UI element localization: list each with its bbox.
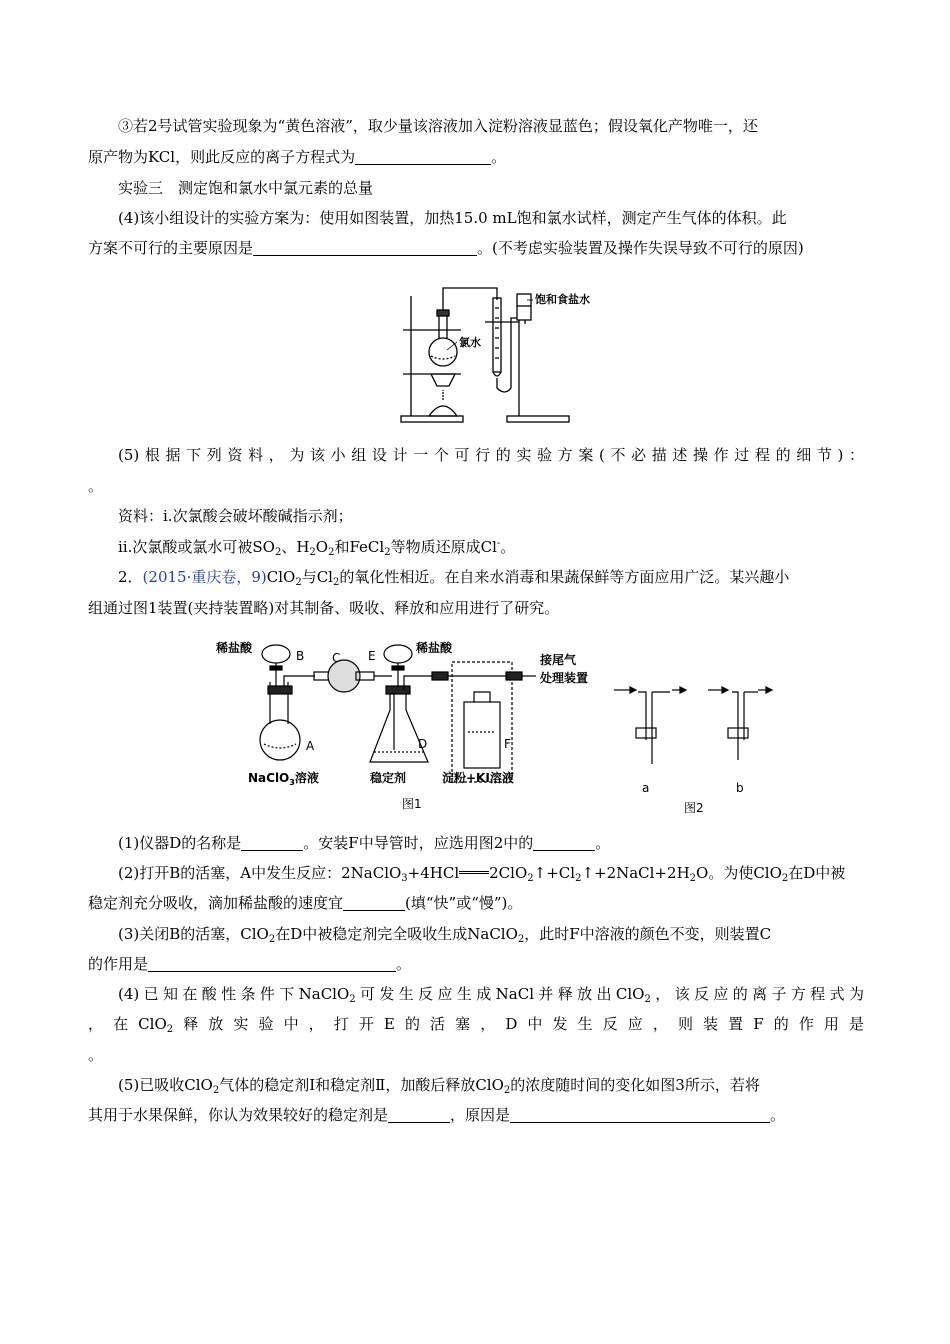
p2-text: 的氧化性相近。在自来水消毒和果蔬保鲜等方面应用广泛。某兴趣小 [339,568,790,586]
s2-text: (2)打开B的活塞，A中发生反应：2NaClO [118,864,402,882]
answer-blank[interactable] [343,894,405,911]
s4-text: (4)已知在酸性条件下NaClO [118,985,350,1003]
ref-text: 。 [500,538,516,556]
label-b: b [736,781,744,795]
s2-text: ↑+Cl [533,864,576,882]
s5-text: 气体的稳定剂Ⅰ和稳定剂Ⅱ，加酸后释放ClO [219,1076,504,1094]
q4-text: (4)该小组设计的实验方案为：使用如图装置，加热15.0 mL饱和氯水试样，测定产生气体的体积。此 [118,209,787,227]
label-A: A [306,739,315,753]
q4-text-3: 。(不考虑实验装置及操作失误导致不可行的原因) [477,239,804,257]
s3-line1 [118,923,894,945]
subscript: 2 [349,994,356,1005]
ref-text-1: 资料：ⅰ.次氯酸会破坏酸碱指示剂； [118,507,353,525]
subscript: 2 [309,547,316,558]
s3-text: 的作用是 [88,955,149,973]
answer-blank[interactable] [355,148,491,165]
s5-text: (5)已吸收ClO [118,1076,213,1094]
label-fig2: 图2 [684,801,704,815]
answer-blank[interactable] [510,1106,770,1123]
s2-text: ↑+2NaCl+2H [581,864,690,882]
subscript: 2 [166,1024,174,1035]
ref-2 [118,536,894,558]
s2-line1 [118,862,894,884]
s2-text: 稳定剂充分吸收，滴加稀盐酸的速度宜 [88,894,344,912]
punct: 。 [88,1046,104,1064]
answer-blank[interactable] [241,834,303,851]
s3-text: 在D中被稳定剂完全吸收生成NaClO [275,925,518,943]
subscript: 2 [527,873,534,884]
s4-line3 [88,1044,864,1066]
label-dilute-hcl-right: 稀盐酸 [416,641,453,655]
s4-text: 可发生反应生成NaCl并释放出ClO [355,985,645,1003]
p2-line2 [88,597,864,619]
subscript: 2 [295,577,302,588]
q4-line2 [88,237,864,259]
label-starch-ki: 淀粉+KI溶液 [442,771,514,785]
q5-line2 [88,475,864,497]
s2-text: 在D中被 [788,864,846,882]
label-D: D [418,737,428,751]
answer-blank[interactable] [253,239,477,256]
subscript: 2 [332,577,340,588]
ref-text: O [315,538,329,556]
p2-text: 组通过图1装置(夹持装置略)对其制备、吸收、释放和应用进行了研究。 [88,599,560,617]
subscript: 2 [644,994,651,1005]
exp3-title-text: 实验三 测定饱和氯水中氯元素的总量 [118,179,374,197]
answer-blank[interactable] [388,1106,450,1123]
superscript: - [496,538,501,549]
s2-line2 [88,892,864,914]
punct: 。 [770,1106,786,1124]
q4-line1 [118,207,894,229]
s5-text: 的浓度随时间的变化如图3所示，若将 [510,1076,760,1094]
ref-text: 、H [281,538,310,556]
label-F: F [504,737,511,751]
q4-text-2: 方案不可行的主要原因是 [88,239,254,257]
s2-text: +4HCl [407,864,460,882]
label-fig1: 图1 [402,797,422,811]
chlorine-water-apparatus-figure [395,278,625,430]
s5-text: ，原因是 [450,1106,511,1124]
label-tail-gas-2: 处理装置 [540,671,589,685]
s2-text: (填“快”或“慢”)。 [405,894,523,912]
s5-line1 [118,1074,894,1096]
subscript: 2 [328,547,335,558]
s5-text: 其用于水果保鲜，你认为效果较好的稳定剂是 [88,1106,389,1124]
subscript: 2 [212,1085,220,1096]
ref-text: 等物质还原成Cl [390,538,497,556]
q5-line1 [118,444,864,466]
s1-line [118,832,894,854]
clo2-apparatus-figure [210,632,780,824]
equals-sign [459,871,489,874]
q3-text-2: 原产物为KCl，则此反应的离子方程式为 [88,148,356,166]
label-naclo3: NaClO$_3$溶液 [248,771,319,787]
ref-1 [118,505,894,527]
s2-text: 2ClO [489,864,528,882]
subscript: 3 [401,873,408,884]
subscript: 2 [781,873,789,884]
answer-blank[interactable] [148,955,396,972]
label-C: C [332,651,341,665]
p2-line1 [118,566,894,588]
subscript: 2 [384,547,391,558]
problem-number: 2． [118,568,143,586]
answer-blank[interactable] [533,834,595,851]
punct: 。 [491,148,507,166]
label-E: E [368,649,376,663]
subscript: 2 [503,1085,511,1096]
punct: 。 [396,955,412,973]
punct: 。 [595,834,611,852]
label-chlorine-water: 氯水 [459,336,481,349]
subscript: 2 [517,934,525,945]
s3-text: ，此时F中溶液的颜色不变，则装置C [524,925,772,943]
label-tail-gas-1: 接尾气 [540,653,577,667]
s4-text: 释放实验中，打开E的活塞，D中发生反应，则装置F的作用是 [173,1015,864,1033]
q3-line2 [88,146,864,168]
p2-text: ClO [266,568,296,586]
p2-text: 与Cl [301,568,333,586]
subscript: 2 [689,873,697,884]
subscript: 2 [575,873,582,884]
label-stabilizer: 稳定剂 [370,771,407,785]
subscript: 2 [268,934,276,945]
q3-line1 [118,115,894,137]
label-dilute-hcl-left: 稀盐酸 [216,641,253,655]
label-a: a [642,781,650,795]
s4-text: ，该反应的离子方程式为 [650,985,864,1003]
s3-text: (3)关闭B的活塞，ClO [118,925,269,943]
s4-line2 [88,1013,864,1035]
ref-text: ⅱ.次氯酸或氯水可被SO [118,538,275,556]
punct: 。 [88,477,104,495]
s1-text: 。安装F中导管时，应选用图2中的 [303,834,534,852]
exp3-title [118,177,894,199]
ref-text: 和FeCl [334,538,385,556]
s3-line2 [88,953,864,975]
s2-text: O。为使ClO [696,864,782,882]
label-saturated-brine: 饱和食盐水 [535,293,590,306]
q5-text: (5)根据下列资料，为该小组设计一个可行的实验方案(不必描述操作过程的细节)： [118,446,864,464]
subscript: 2 [274,547,282,558]
s4-line1 [118,983,864,1005]
s1-text: (1)仪器D的名称是 [118,834,242,852]
q3-text: ③若2号试管实验现象为“黄色溶液”，取少量该溶液加入淀粉溶液显蓝色；假设氧化产物唯一，还 [118,117,758,135]
source-link[interactable]: (2015·重庆卷，9) [142,568,267,586]
s4-text: ，在ClO [88,1015,167,1033]
label-B: B [296,649,305,663]
s5-line2 [88,1104,864,1126]
